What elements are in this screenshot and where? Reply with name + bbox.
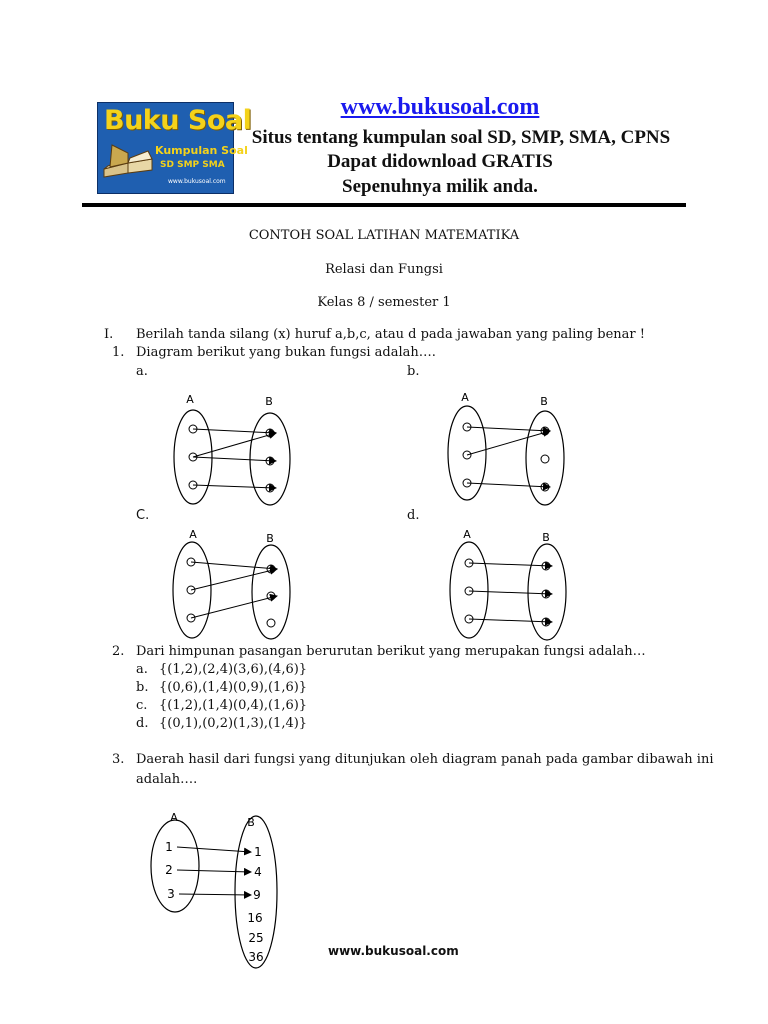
question-2-text: Dari himpunan pasangan berurutan berikut yang merupakan fungsi adalah…: [136, 644, 646, 659]
logo-levels: SD SMP SMA: [160, 160, 225, 170]
question-1-text: Diagram berikut yang bukan fungsi adalah….: [136, 345, 436, 360]
diagram-d: [450, 528, 566, 640]
codomain-36: 36: [248, 950, 264, 964]
q2-option-b-value: {(0,6),(1,4)(0,9),(1,6)}: [159, 680, 308, 695]
question-3-text-cont: adalah….: [136, 772, 198, 787]
site-url-link[interactable]: www.bukusoal.com: [340, 94, 540, 120]
site-tagline: Situs tentang kumpulan soal SD, SMP, SMA, CPNS: [251, 127, 671, 148]
diagram-a: [174, 393, 290, 505]
section-instruction: Berilah tanda silang (x) huruf a,b,c, atau d pada jawaban yang paling benar !: [136, 327, 645, 342]
svg-text:B: B: [542, 531, 550, 544]
section-number: I.: [104, 327, 114, 342]
domain-1: 1: [165, 840, 173, 854]
logo-subtitle: Kumpulan Soal: [155, 144, 248, 157]
set-a-label: A: [186, 393, 194, 406]
diagram-b: [448, 391, 564, 505]
logo-title: Buku Soal: [104, 105, 252, 136]
svg-text:A: A: [189, 528, 197, 541]
codomain-25: 25: [248, 931, 264, 945]
document-topic: Relasi dan Fungsi: [325, 262, 443, 277]
svg-text:B: B: [540, 395, 548, 408]
codomain-1: 1: [254, 845, 262, 859]
set-b-label: B: [265, 395, 273, 408]
download-note: Dapat didownload GRATIS: [327, 151, 553, 172]
diagram-c: [173, 528, 290, 639]
q2-option-a-value: {(1,2),(2,4)(3,6),(4,6)}: [159, 662, 308, 677]
footer-url: www.bukusoal.com: [328, 944, 459, 958]
q2-option-c-value: {(1,2),(1,4)(0,4),(1,6)}: [159, 698, 308, 713]
q3-arrow-diagram: [151, 811, 277, 968]
question-1-number: 1.: [112, 345, 125, 360]
question-3-text: Daerah hasil dari fungsi yang ditunjukan oleh diagram panah pada gambar dibawah ini: [136, 752, 714, 767]
svg-text:A: A: [463, 528, 471, 541]
q2-option-c-label[interactable]: c.: [136, 698, 148, 713]
logo-url: www.bukusoal.com: [168, 178, 226, 185]
q1-option-a[interactable]: a.: [136, 364, 148, 379]
q2-option-a-label[interactable]: a.: [136, 662, 148, 677]
q2-option-b-label[interactable]: b.: [136, 680, 149, 695]
codomain-4: 4: [254, 865, 262, 879]
question-2-number: 2.: [112, 644, 125, 659]
svg-text:A: A: [170, 811, 178, 824]
q1-option-d[interactable]: d.: [407, 508, 420, 523]
q2-option-d-label[interactable]: d.: [136, 716, 149, 731]
q1-option-b[interactable]: b.: [407, 364, 420, 379]
domain-3: 3: [167, 887, 175, 901]
domain-2: 2: [165, 863, 173, 877]
document-grade: Kelas 8 / semester 1: [317, 295, 451, 310]
codomain-16: 16: [247, 911, 263, 925]
svg-text:A: A: [461, 391, 469, 404]
document-title: CONTOH SOAL LATIHAN MATEMATIKA: [248, 228, 520, 243]
q1-option-c[interactable]: C.: [136, 508, 150, 523]
question-3-number: 3.: [112, 752, 125, 767]
svg-text:B: B: [247, 816, 255, 829]
svg-text:B: B: [266, 532, 274, 545]
q2-option-d-value: {(0,1),(0,2)(1,3),(1,4)}: [159, 716, 308, 731]
codomain-9: 9: [253, 888, 261, 902]
ownership-note: Sepenuhnya milik anda.: [342, 176, 538, 197]
